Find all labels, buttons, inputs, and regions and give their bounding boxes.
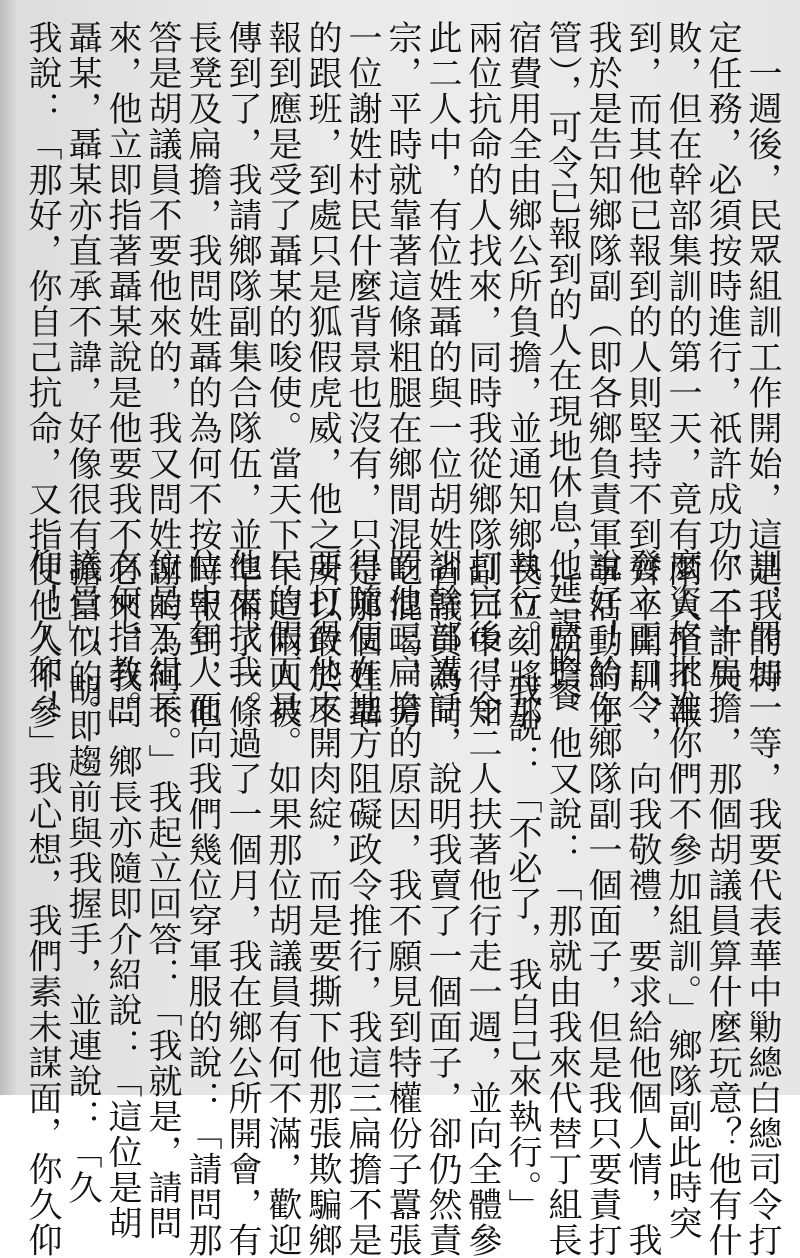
text-column: 民的假面具。如果那位胡議員有何不滿，歡迎 <box>262 548 302 1258</box>
text-column: 宗，平時就靠著這條粗腿在鄉間混吃混喝，另 <box>382 20 422 730</box>
text-column: 要打得他皮開肉綻，而是要撕下他那張欺騙鄉 <box>302 548 342 1258</box>
text-column: 執行。」我說：「不必了，我自己來執行。」 <box>502 548 542 1224</box>
text-column: 有何指教。」鄉長亦隨即介紹說：「這位是胡 <box>102 548 142 1241</box>
text-column: 罰他三扁擔的原因，我不願見到特權份子囂張 <box>382 548 422 1258</box>
text-column: 他三扁擔，他又說：「那就由我來代替丁組長 <box>542 548 582 1258</box>
text-column: 敗，但在幹部集訓的第一天，竟有兩人拒不報 <box>662 20 702 730</box>
text-column: 一位謝姓村民什麼背景也沒有，只是那個姓聶 <box>342 20 382 730</box>
text-column: 位是丁組長。」我起立回答：「我就是，請問 <box>142 548 182 1241</box>
text-column: 位中年人面向我們幾位穿軍服的說：「請問那 <box>182 548 222 1258</box>
bottom-text-block <box>22 548 782 1258</box>
text-column: 他來找我。過了一個月，我在鄉公所開會，有 <box>222 548 262 1258</box>
text-column: 說好！給你鄉隊副一個面子，但是我只要責打 <box>582 548 622 1258</box>
text-column: 你二十扁擔，那個胡議員算什麼玩意？他有什 <box>702 548 742 1258</box>
text-column: 宿費用全由鄉公所負擔，並通知鄉長立刻將那 <box>502 20 542 730</box>
text-column: 此二人中，有位姓聶的與一位胡姓省議員為同 <box>422 20 462 730</box>
text-column: 傳到了，我請鄉隊副集合隊伍，並準備了一條 <box>222 20 262 730</box>
text-column: 到，而其他已報到的人則堅持不到齊不開訓， <box>622 20 662 730</box>
text-column: 管），可令已報到的人在現地休息，延誤的餐 <box>542 20 582 713</box>
text-column: 打完後，令二人扶著他行走一週，並向全體參 <box>462 548 502 1258</box>
text-column: 答是胡議員不要他來的，我又問姓謝的為何不 <box>142 20 182 730</box>
text-column: 訓幹部講話，說明我賣了一個面子，卻仍然責 <box>422 548 462 1258</box>
text-column: 兩位抗命的人找來，同時我從鄉隊副口中得知 <box>462 20 502 730</box>
text-column: 訓，罪加一等，我要代表華中勦總白總司令打 <box>742 548 782 1258</box>
text-column: 我於是告知鄉隊副（即各鄉負責軍事活動的主 <box>582 20 622 730</box>
top-text-block <box>22 20 782 730</box>
text-column: 的跟班，到處只是狐假虎威，他之所以敢於不 <box>302 20 342 730</box>
text-column: 發立正口令，向我敬禮，要求給他個人情，我 <box>622 548 662 1258</box>
text-column: 一週後，民眾組訓工作開始，這是我的特 <box>742 20 782 695</box>
text-column: 聶某，聶某亦直承不諱，好像很有擔當似的。 <box>62 20 102 730</box>
text-column: 得隨便在地方阻礙政令推行，我這三扁擔不是 <box>342 548 382 1258</box>
page-spine-edge <box>0 0 16 1095</box>
text-column: 麼資格批准你們不參加組訓。」鄉隊副此時突 <box>662 548 702 1241</box>
text-column: 我說：「那好，你自己抗命，又指使他人不參 <box>22 20 62 730</box>
text-column: 定任務，必須按時進行，祇許成功，不許失 <box>702 20 742 695</box>
text-column: 報到應是受了聶某的唆使。當天下午這兩人被 <box>262 20 302 730</box>
text-column: 仰！久仰！」我心想，我們素未謀面，你久仰 <box>22 548 62 1258</box>
text-column: 議員」，胡即趨前與我握手，並連說：「久 <box>62 548 102 1206</box>
text-column: 來，他立即指著聶某說是他要我不必來，我問 <box>102 20 142 730</box>
text-column: 長凳及扁擔，我問姓聶的為何不按時報到，他 <box>182 20 222 730</box>
